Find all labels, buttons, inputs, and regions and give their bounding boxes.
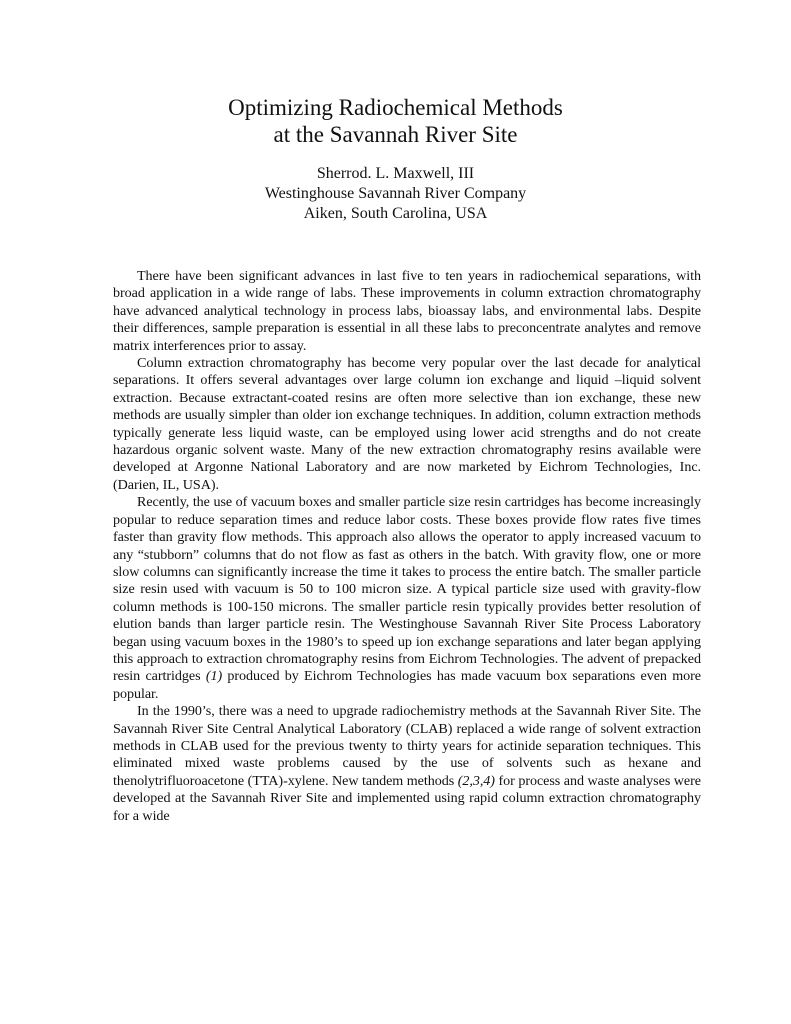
citation-ref-1: (1) <box>205 668 223 685</box>
document-title-line-2: at the Savannah River Site <box>273 122 518 147</box>
paragraph-4-text-a: In the 1990’s, there was a need to upgrade radiochemistry methods at the Savannah River Site. The Savannah River Site Central Analytical Laboratory (CLAB) replaced a wide range of solvent extraction methods in CLAB used for the previous twenty to thirty years for actinide separation techniques. This eliminated mixed waste problems caused by the use of solvents such as hexane and thenolytrifluoroacetone (TTA)-xylene. New tandem methods <box>113 703 701 789</box>
body-text <box>113 268 701 825</box>
author-affiliation: Westinghouse Savannah River Company <box>264 185 527 202</box>
author-block <box>0 164 791 224</box>
author-name: Sherrod. L. Maxwell, III <box>316 165 475 182</box>
paragraph-1: There have been significant advances in last five to ten years in radiochemical separations, with broad application in a wide range of labs. These improvements in column extraction chromatography have advanced analytical technology in process labs, bioassay labs, and environmental labs. Despite their differences, sample preparation is essential in all these labs to preconcentrate analytes and remove matrix interferences prior to assay. <box>113 268 701 354</box>
paragraph-2: Column extraction chromatography has become very popular over the last decade for analytical separations. It offers several advantages over large column ion exchange and liquid –liquid solvent extraction. Because extractant-coated resins are often more selective than ion exchange, these new methods are usually simpler than older ion exchange techniques. In addition, column extraction methods typically generate less liquid waste, can be employed using lower acid strengths and do not create hazardous organic solvent waste. Many of the new extraction chromatography resins available were developed at Argonne National Laboratory and are now marketed by Eichrom Technologies, Inc. (Darien, IL, USA). <box>113 355 701 493</box>
title-block <box>0 94 791 148</box>
paragraph-4 <box>113 703 701 825</box>
paragraph-3-text-a: Recently, the use of vacuum boxes and smaller particle size resin cartridges has become increasingly popular to reduce separation times and reduce labor costs. These boxes provide flow rates five times faster than gravity flow methods. This approach also allows the operator to apply increased vacuum to any “stubborn” columns that do not flow as fast as others in the batch. With gravity flow, one or more slow columns can significantly increase the time it takes to process the entire batch. The smaller particle size resin used with vacuum is 50 to 100 micron size. A typical particle size used with gravity-flow column methods is 100-150 microns. The smaller particle resin typically provides better resolution of elution bands than larger particle resin. The Westinghouse Savannah River Site Process Laboratory began using vacuum boxes in the 1980’s to speed up ion exchange separations and later began applying this approach to extraction chromatography resins from Eichrom Technologies. The advent of prepacked resin cartridges <box>113 494 701 685</box>
paragraph-3 <box>113 494 701 703</box>
author-location: Aiken, South Carolina, USA <box>303 205 488 222</box>
paragraph-4-text-b: for process and waste analyses were developed at the Savannah River Site and implemented using rapid column extraction chromatography for a wide <box>113 772 701 824</box>
citation-ref-2-3-4: (2,3,4) <box>457 772 495 789</box>
document-title-line-1: Optimizing Radiochemical Methods <box>228 95 563 120</box>
paragraph-3-text-b: produced by Eichrom Technologies has made vacuum box separations even more popular. <box>113 668 701 702</box>
